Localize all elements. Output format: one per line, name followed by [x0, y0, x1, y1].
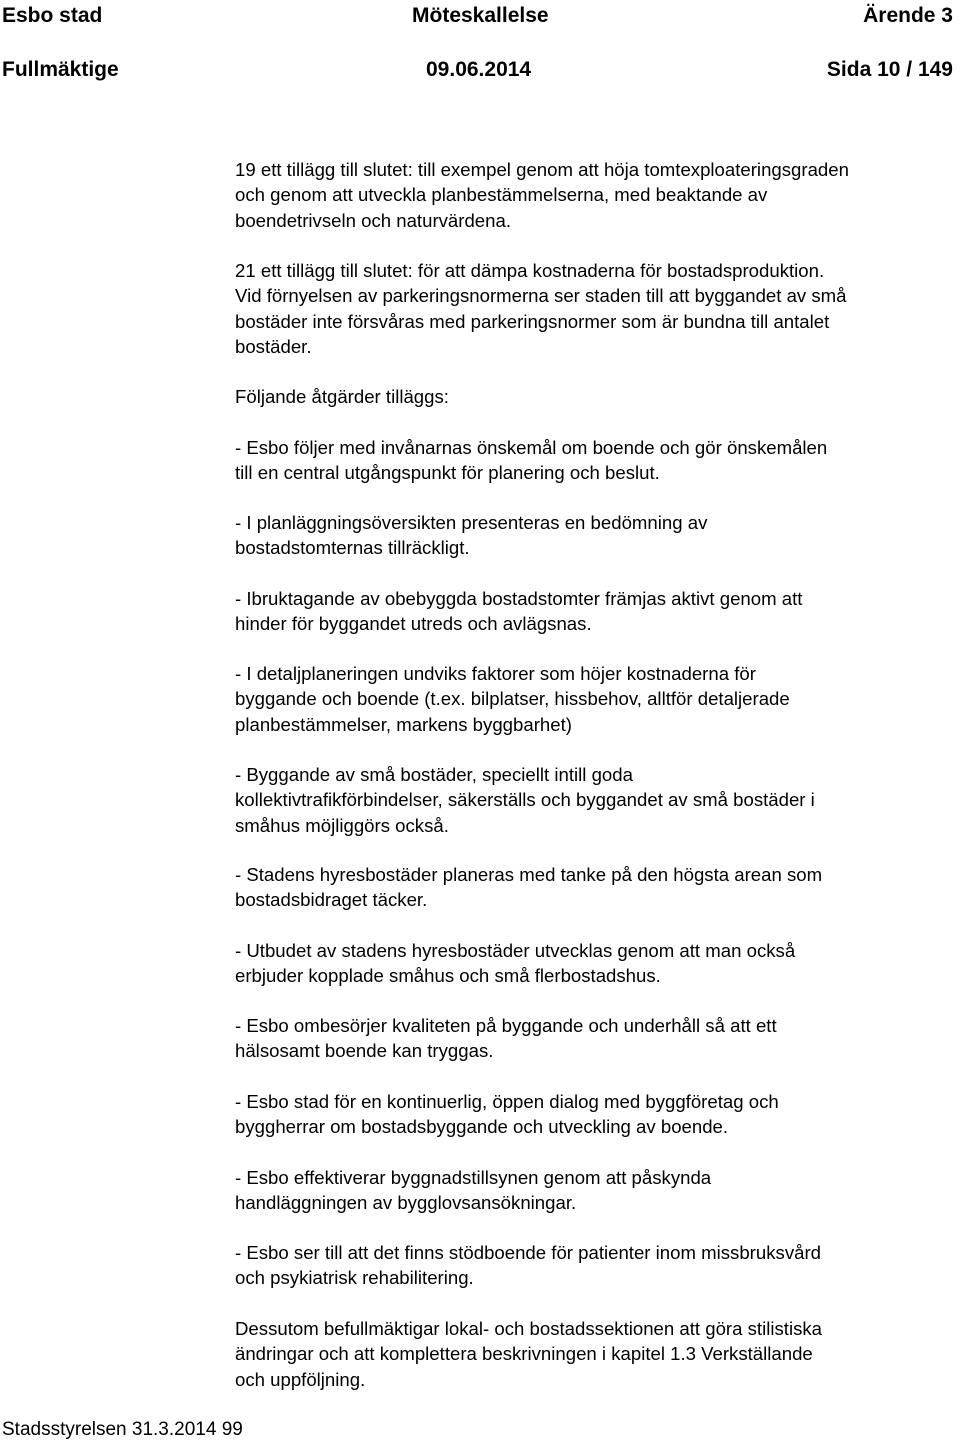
list-item-measure: - Esbo ser till att det finns stödboende för patienter inom missbruksvård och psykiatrisk rehabilitering. — [235, 1242, 821, 1289]
header-doc-type: Möteskallelse — [412, 4, 549, 27]
list-item-measure: - I planläggningsöversikten presenteras en bedömning av bostadstomternas tillräckligt. — [235, 512, 708, 559]
header-page: Sida 10 / 149 — [826, 58, 953, 81]
header-org: Esbo stad — [2, 4, 103, 27]
list-item-measure: - Esbo effektiverar byggnadstillsynen genom att påskynda handläggningen av bygglovsansökningar. — [235, 1167, 712, 1214]
header-item: Ärende 3 — [863, 4, 953, 27]
header-date: 09.06.2014 — [426, 58, 532, 81]
list-item-measure: - I detaljplaneringen undviks faktorer som höjer kostnaderna för byggande och boende (t.ex. bilplatser, hissbehov, alltför detaljerade planbestämmelser, markens byggbarhet) — [235, 663, 790, 735]
list-item-measure: - Esbo följer med invånarnas önskemål om boende och gör önskemålen till en central utgångspunkt för planering och beslut. — [235, 437, 828, 484]
list-item-measure: - Ibruktagande av obebyggda bostadstomter främjas aktivt genom att hinder för byggandet utreds och avlägsnas. — [235, 588, 803, 635]
footer-reference: Stadsstyrelsen 31.3.2014 99 — [2, 1419, 243, 1440]
list-item-measure: - Utbudet av stadens hyresbostäder utvecklas genom att man också erbjuder kopplade småhus och små flerbostadshus. — [235, 940, 796, 987]
list-item-measure: - Esbo ombesörjer kvaliteten på byggande och underhåll så att ett hälsosamt boende kan tryggas. — [235, 1015, 777, 1062]
list-item-measure: - Stadens hyresbostäder planeras med tanke på den högsta arean som bostadsbidraget täcker. — [235, 864, 823, 911]
paragraph-21-addition: 21 ett tillägg till slutet: för att dämpa kostnaderna för bostadsproduktion. Vid förnyelsen av parkeringsnormerna ser staden till att byggandet av små bostäder inte försvåras med parkeringsnormer som är bundna till antalet bostäder. — [235, 260, 847, 358]
header-body: Fullmäktige — [2, 58, 119, 81]
list-item-measure: - Esbo stad för en kontinuerlig, öppen dialog med byggföretag och byggherrar om bostadsbyggande och utveckling av boende. — [235, 1091, 779, 1138]
paragraph-measures-intro: Följande åtgärder tilläggs: — [235, 386, 449, 407]
list-item-measure: - Byggande av små bostäder, speciellt intill goda kollektivtrafikförbindelser, säkerställs och byggandet av små bostäder i småhus möjliggörs också. — [235, 764, 815, 836]
paragraph-19-addition: 19 ett tillägg till slutet: till exempel genom att höja tomtexploateringsgraden och genom att utveckla planbestämmelserna, med beaktande av boendetrivseln och naturvärdena. — [235, 159, 849, 231]
paragraph-authorization: Dessutom befullmäktigar lokal- och bostadssektionen att göra stilistiska ändringar och att komplettera beskrivningen i kapitel 1.3 Verkställande och uppföljning. — [235, 1318, 823, 1390]
